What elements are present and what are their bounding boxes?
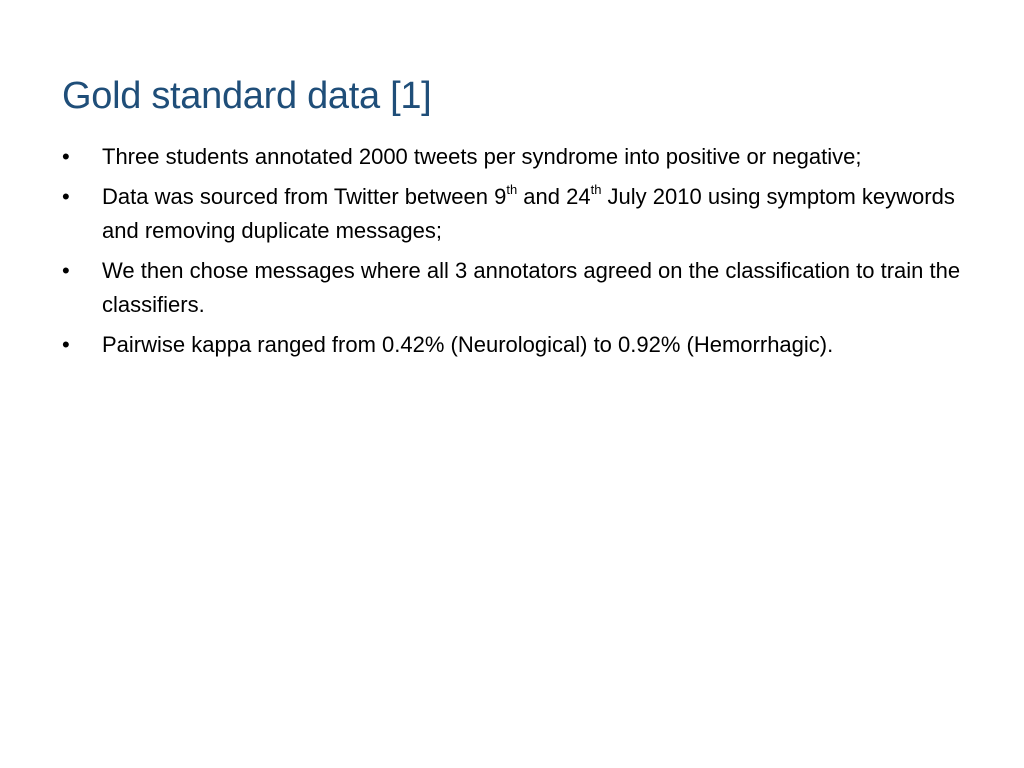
- ordinal-suffix: th: [506, 181, 518, 197]
- bullet-item: [62, 180, 972, 248]
- bullet-text-part: Data was sourced from Twitter between 9: [102, 184, 507, 209]
- bullet-text: [102, 181, 955, 243]
- slide-title: Gold standard data [1]: [62, 75, 432, 117]
- bullet-icon: •: [62, 332, 70, 357]
- bullet-text: We then chose messages where all 3 annotators agreed on the classification to train the classifiers.: [102, 258, 961, 317]
- bullet-icon: •: [62, 144, 70, 169]
- bullet-item: [62, 254, 972, 322]
- bullet-icon: •: [62, 184, 70, 209]
- bullet-icon: •: [62, 258, 70, 283]
- bullet-text-part: July 2010 using symptom keywords and removing duplicate messages;: [102, 184, 955, 243]
- bullet-text: Pairwise kappa ranged from 0.42% (Neurological) to 0.92% (Hemorrhagic).: [102, 332, 834, 357]
- bullet-text-part: and 24: [517, 184, 591, 209]
- ordinal-suffix: th: [590, 181, 602, 197]
- bullet-list: [62, 140, 972, 368]
- bullet-item: [62, 328, 972, 362]
- bullet-text: Three students annotated 2000 tweets per syndrome into positive or negative;: [102, 144, 862, 169]
- bullet-item: [62, 140, 972, 174]
